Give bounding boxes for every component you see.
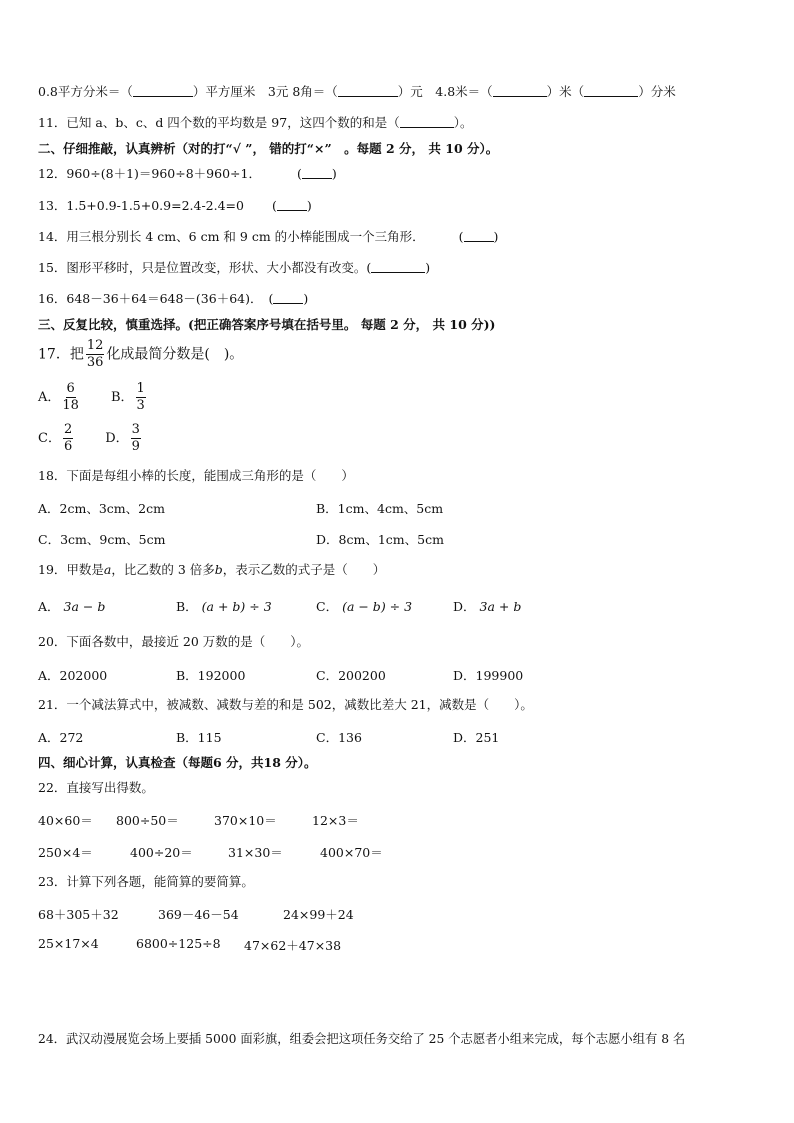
answer-blank[interactable] <box>584 84 638 97</box>
section-2-heading: 二、仔细推敲，认真辨析（对的打“√ ”， 错的打“×” 。每题 2 分， 共 10 分）。 <box>38 141 499 156</box>
text: ，比乙数的 3 倍多 <box>111 562 215 577</box>
text: 17．把 <box>38 346 84 363</box>
calc-item: 400÷20＝ <box>130 845 193 860</box>
text: ( <box>271 198 277 213</box>
question-20-option-d: D．199900 <box>453 668 524 683</box>
text: ）。 <box>453 115 473 130</box>
question-19-option-c <box>316 597 412 615</box>
question-23-stem: 23．计算下列各题，能简算的要简算。 <box>38 874 254 889</box>
text: ( <box>296 166 302 181</box>
text: 14．用三根分别长 4 cm、6 cm 和 9 cm 的小棒能围成一个三角形． <box>38 229 425 244</box>
calc-item: 31×30＝ <box>228 845 283 860</box>
label: D． <box>453 599 476 614</box>
unit-conversion-line <box>38 84 676 100</box>
option-d-fraction <box>131 422 141 455</box>
answer-blank[interactable] <box>273 291 303 304</box>
text: ，表示乙数的式子是（ ） <box>222 562 386 577</box>
section-3-heading: 三、反复比较，慎重选择。(把正确答案序号填在括号里。 每题 2 分， 共 10 分)) <box>38 317 496 332</box>
numerator: 3 <box>131 422 140 437</box>
text: 0.8平方分米＝（ <box>38 84 133 99</box>
question-18-option-c: C．3cm、9cm、5cm <box>38 532 166 547</box>
question-13 <box>38 198 312 214</box>
answer-blank[interactable] <box>464 229 494 242</box>
question-12 <box>38 166 337 182</box>
option-c-label: C． <box>38 431 61 446</box>
text: ) <box>493 229 499 244</box>
answer-blank[interactable] <box>371 260 425 273</box>
question-16 <box>38 291 308 307</box>
text: 11．已知 a、b、c、d 四个数的平均数是 97，这四个数的和是（ <box>38 115 400 130</box>
text: ) <box>425 260 431 275</box>
numerator: 1 <box>136 381 145 396</box>
question-11 <box>38 115 472 131</box>
question-19-option-d <box>453 597 521 615</box>
calc-item: 800÷50＝ <box>116 813 179 828</box>
text: ) <box>303 291 309 306</box>
expression: 3a − b <box>63 599 106 614</box>
text: ( <box>268 291 274 306</box>
denominator: 3 <box>136 398 145 413</box>
denominator: 6 <box>63 439 73 454</box>
option-c-fraction <box>63 422 73 455</box>
question-17 <box>38 338 243 371</box>
answer-blank[interactable] <box>400 115 454 128</box>
option-b-fraction <box>136 381 146 414</box>
question-15 <box>38 260 430 276</box>
expression: (a + b) ÷ 3 <box>201 599 272 614</box>
denominator: 18 <box>62 398 79 413</box>
denominator: 9 <box>131 439 140 454</box>
variable-a: a <box>103 562 112 577</box>
calc-item: 47×62＋47×38 <box>244 938 342 953</box>
calc-item: 400×70＝ <box>320 845 383 860</box>
question-19-option-b <box>176 597 272 615</box>
text: 16．648－36＋64＝648－(36＋64)． <box>38 291 263 306</box>
question-14 <box>38 229 498 245</box>
question-21-option-b: B．115 <box>176 730 222 745</box>
text: ( <box>458 229 464 244</box>
question-21-option-d: D．251 <box>453 730 500 745</box>
text: 化成最简分数是( )。 <box>106 346 244 363</box>
calc-item: 68＋305＋32 <box>38 907 119 922</box>
variable-b: b <box>214 562 223 577</box>
question-19-stem <box>38 562 385 578</box>
calc-item: 40×60＝ <box>38 813 93 828</box>
question-21-option-c: C．136 <box>316 730 362 745</box>
text: 15．图形平移时，只是位置改变，形状、大小都没有改变。( <box>38 260 372 275</box>
question-24: 24．武汉动漫展览会场上要插 5000 面彩旗，组委会把这项任务交给了 25 个志愿者小组来完成，每个志愿小组有 8 名 <box>38 1032 686 1046</box>
label: A． <box>38 599 60 614</box>
question-20-option-a: A．202000 <box>38 668 108 683</box>
answer-blank[interactable] <box>277 198 307 211</box>
question-17-options-cd <box>38 422 143 455</box>
answer-blank[interactable] <box>133 84 193 97</box>
question-20-option-b: B．192000 <box>176 668 246 683</box>
question-18-option-d: D．8cm、1cm、5cm <box>316 532 444 547</box>
calc-item: 250×4＝ <box>38 845 93 860</box>
calc-item: 370×10＝ <box>214 813 277 828</box>
question-22-stem: 22．直接写出得数。 <box>38 780 154 795</box>
answer-blank[interactable] <box>302 166 332 179</box>
calc-item: 25×17×4 <box>38 936 99 951</box>
expression: 3a + b <box>479 599 522 614</box>
numerator: 2 <box>63 422 73 437</box>
label: C． <box>316 599 339 614</box>
fraction <box>86 338 105 371</box>
question-20-option-c: C．200200 <box>316 668 386 683</box>
text: ）元 4.8米＝（ <box>397 84 493 99</box>
text: 12．960÷(8＋1)＝960÷8＋960÷1． <box>38 166 261 181</box>
question-21-option-a: A．272 <box>38 730 84 745</box>
numerator: 12 <box>86 338 104 353</box>
option-b-label: B． <box>110 390 134 405</box>
calc-item: 6800÷125÷8 <box>136 936 221 951</box>
question-19-option-a <box>38 597 105 615</box>
question-18-stem: 18．下面是每组小棒的长度，能围成三角形的是（ ） <box>38 468 354 483</box>
calc-item: 369－46－54 <box>158 907 239 922</box>
option-a-fraction <box>62 381 79 414</box>
option-a-label: A． <box>38 390 61 405</box>
calc-item: 12×3＝ <box>312 813 359 828</box>
calc-item: 24×99＋24 <box>283 907 354 922</box>
text: ）米（ <box>546 84 585 99</box>
denominator: 36 <box>86 355 104 370</box>
question-18-option-b: B．1cm、4cm、5cm <box>316 501 444 516</box>
text: 19．甲数是 <box>38 562 104 577</box>
numerator: 6 <box>66 381 75 396</box>
text: ）分米 <box>638 84 676 99</box>
answer-blank[interactable] <box>493 84 547 97</box>
option-d-label: D． <box>105 431 129 446</box>
question-17-options-ab <box>38 381 148 414</box>
text: ) <box>306 198 312 213</box>
expression: (a − b) ÷ 3 <box>342 599 413 614</box>
text: ）平方厘米 3元 8角＝（ <box>192 84 338 99</box>
section-4-heading: 四、细心计算，认真检查（每题6 分，共18 分）。 <box>38 755 317 770</box>
question-20-stem: 20．下面各数中，最接近 20 万数的是（ ）。 <box>38 634 310 649</box>
text: 13．1.5+0.9-1.5+0.9=2.4-2.4=0 <box>38 198 244 213</box>
question-21-stem: 21．一个减法算式中，被减数、减数与差的和是 502，减数比差大 21，减数是（ ）。 <box>38 697 533 712</box>
text: ) <box>331 166 337 181</box>
answer-blank[interactable] <box>338 84 398 97</box>
label: B． <box>176 599 198 614</box>
question-18-option-a: A．2cm、3cm、2cm <box>38 501 165 516</box>
